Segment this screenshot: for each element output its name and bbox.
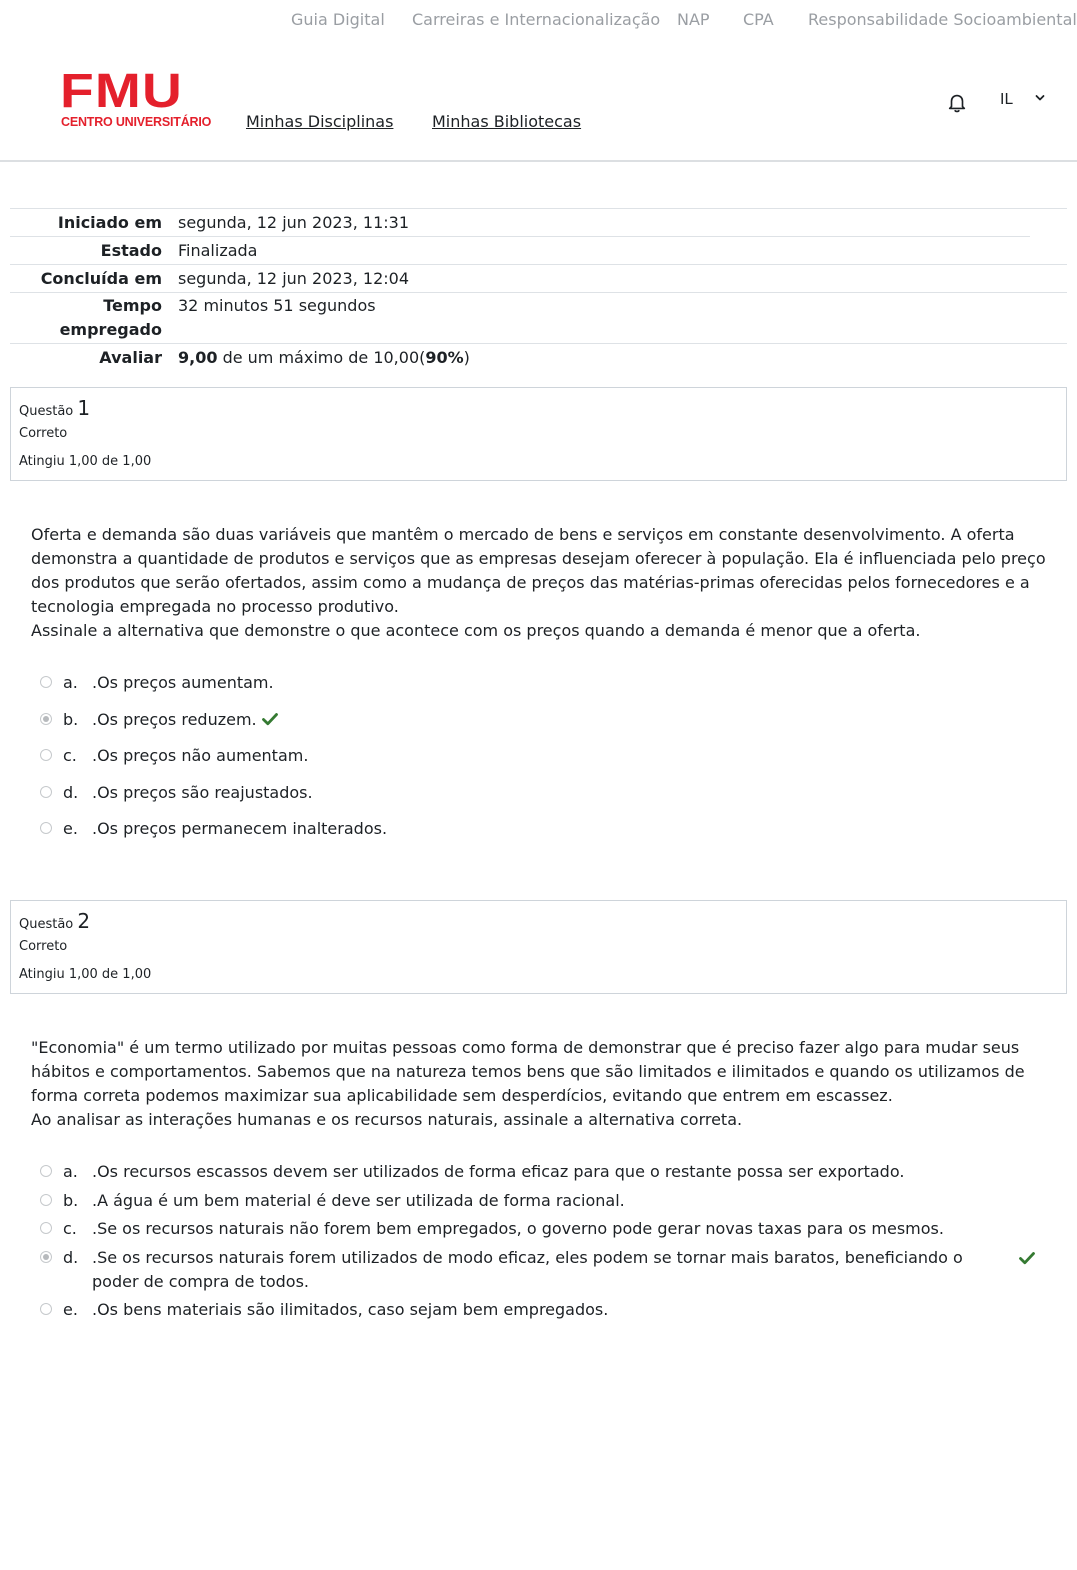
radio-button[interactable] [40, 1222, 52, 1234]
question-2-info [10, 900, 1067, 994]
question-number [19, 909, 90, 933]
question-number [19, 396, 90, 420]
summary-value: 32 minutos 51 segundos [178, 296, 376, 315]
radio-button[interactable] [40, 786, 52, 798]
option-text: .Os preços permanecem inalterados. [92, 819, 388, 838]
summary-value: Finalizada [178, 241, 258, 260]
option-letter: c. [63, 1219, 77, 1238]
radio-button[interactable] [40, 1194, 52, 1206]
radio-button[interactable] [40, 1165, 52, 1177]
option-letter: e. [63, 1300, 78, 1319]
question-1-text [31, 523, 1051, 643]
grade-max: de um máximo de 10,00( [217, 348, 426, 367]
topnav-carreiras[interactable]: Carreiras e Internacionalização [412, 10, 661, 29]
logo-wordmark: FMU [60, 65, 184, 118]
grade-percent: 90% [425, 348, 464, 367]
radio-button-selected[interactable] [40, 1251, 52, 1263]
radio-button-selected[interactable] [40, 713, 52, 725]
question-grade: Atingiu 1,00 de 1,00 [19, 967, 152, 982]
user-initials[interactable]: IL [1000, 90, 1013, 108]
radio-button[interactable] [40, 749, 52, 761]
option-text: .Os recursos escassos devem ser utilizados de forma eficaz para que o restante possa ser exportado. [92, 1162, 905, 1181]
option-text: .Os preços aumentam. [92, 673, 274, 692]
question-state: Correto [19, 939, 68, 954]
correct-check-icon [262, 712, 278, 726]
option-text: .Os preços não aumentam. [92, 746, 309, 765]
summary-value: segunda, 12 jun 2023, 11:31 [178, 213, 410, 232]
grade-value: 9,00 [178, 348, 218, 367]
radio-button[interactable] [40, 822, 52, 834]
question-number-value: 1 [77, 396, 91, 420]
summary-label: Avaliar [99, 348, 162, 367]
option-letter: b. [63, 1191, 79, 1210]
topnav-responsabilidade[interactable]: Responsabilidade Socioambiental [808, 10, 1077, 29]
question-state: Correto [19, 426, 68, 441]
option-letter: a. [63, 673, 78, 692]
radio-button[interactable] [40, 676, 52, 688]
nav-minhas-disciplinas[interactable]: Minhas Disciplinas [246, 112, 394, 131]
summary-label: empregado [59, 320, 162, 339]
top-navigation [0, 10, 1077, 34]
correct-check-icon [1019, 1251, 1035, 1265]
question-label: Questão [19, 404, 74, 419]
option-letter: c. [63, 746, 77, 765]
summary-row-started [10, 209, 1030, 237]
option-letter: e. [63, 819, 78, 838]
summary-label: Estado [100, 241, 162, 260]
radio-button[interactable] [40, 1303, 52, 1315]
question-grade: Atingiu 1,00 de 1,00 [19, 454, 152, 469]
option-letter: a. [63, 1162, 78, 1181]
grade-close: ) [463, 348, 470, 367]
option-text: .A água é um bem material é deve ser utilizada de forma racional. [92, 1191, 625, 1210]
option-text-wrap [92, 708, 1012, 732]
summary-value [178, 348, 470, 367]
option-letter: d. [63, 1248, 79, 1267]
topnav-cpa[interactable]: CPA [743, 10, 774, 29]
option-text: .Os preços são reajustados. [92, 783, 313, 802]
question-2-text [31, 1036, 1051, 1132]
logo-subtitle: CENTRO UNIVERSITÁRIO [61, 115, 212, 129]
option-letter: b. [63, 710, 79, 729]
question-label: Questão [19, 917, 74, 932]
summary-value: segunda, 12 jun 2023, 12:04 [178, 269, 410, 288]
attempt-summary [10, 208, 1067, 374]
summary-row-state [10, 237, 1067, 265]
question-1-info [10, 387, 1067, 481]
topnav-nap[interactable]: NAP [677, 10, 710, 29]
option-text: .Os bens materiais são ilimitados, caso sejam bem empregados. [92, 1300, 609, 1319]
option-text: .Se os recursos naturais forem utilizados de modo eficaz, eles podem se tornar mais baratos, beneficiando o poder de compra de todos. [92, 1248, 963, 1291]
chevron-down-icon[interactable] [1034, 92, 1046, 104]
nav-minhas-bibliotecas[interactable]: Minhas Bibliotecas [432, 112, 582, 131]
option-text: .Se os recursos naturais não forem bem empregados, o governo pode gerar novas taxas para os mesmos. [92, 1219, 944, 1238]
fmu-logo[interactable] [60, 65, 212, 134]
notifications-bell-icon[interactable] [946, 91, 968, 113]
summary-row-finished [10, 265, 1067, 293]
summary-label: Tempo [103, 296, 162, 315]
option-letter: d. [63, 783, 79, 802]
summary-label: Concluída em [40, 269, 162, 288]
topnav-guia-digital[interactable]: Guia Digital [291, 10, 385, 29]
summary-label: Iniciado em [57, 213, 162, 232]
question-statement: "Economia" é um termo utilizado por muitas pessoas como forma de demonstrar que é preciso fazer algo para mudar seus hábitos e comportamentos. Sabemos que na natureza temos bens que são limitados e ilimitados e quando os utilizamos de forma correta podemos maximizar sua aplicabilidade sem desperdícios, evitando que entrem em escassez. [31, 1038, 1025, 1105]
question-statement: Oferta e demanda são duas variáveis que mantêm o mercado de bens e serviços em constante desenvolvimento. A oferta demonstra a quantidade de produtos e serviços que as empresas desejam oferecer à população. Ela é influenciada pelo preço dos produtos que serão ofertados, assim como a mudança de preços das matérias-primas oferecidas pelos fornecedores e a tecnologia empregada no processo produtivo. [31, 525, 1046, 616]
option-text: .Os preços reduzem. [92, 710, 257, 729]
site-header [0, 44, 1077, 162]
question-number-value: 2 [77, 909, 91, 933]
summary-row-grade [10, 344, 1067, 374]
question-prompt: Ao analisar as interações humanas e os recursos naturais, assinale a alternativa correta. [31, 1110, 743, 1129]
summary-row-time [10, 293, 1067, 344]
question-prompt: Assinale a alternativa que demonstre o que acontece com os preços quando a demanda é menor que a oferta. [31, 621, 921, 640]
